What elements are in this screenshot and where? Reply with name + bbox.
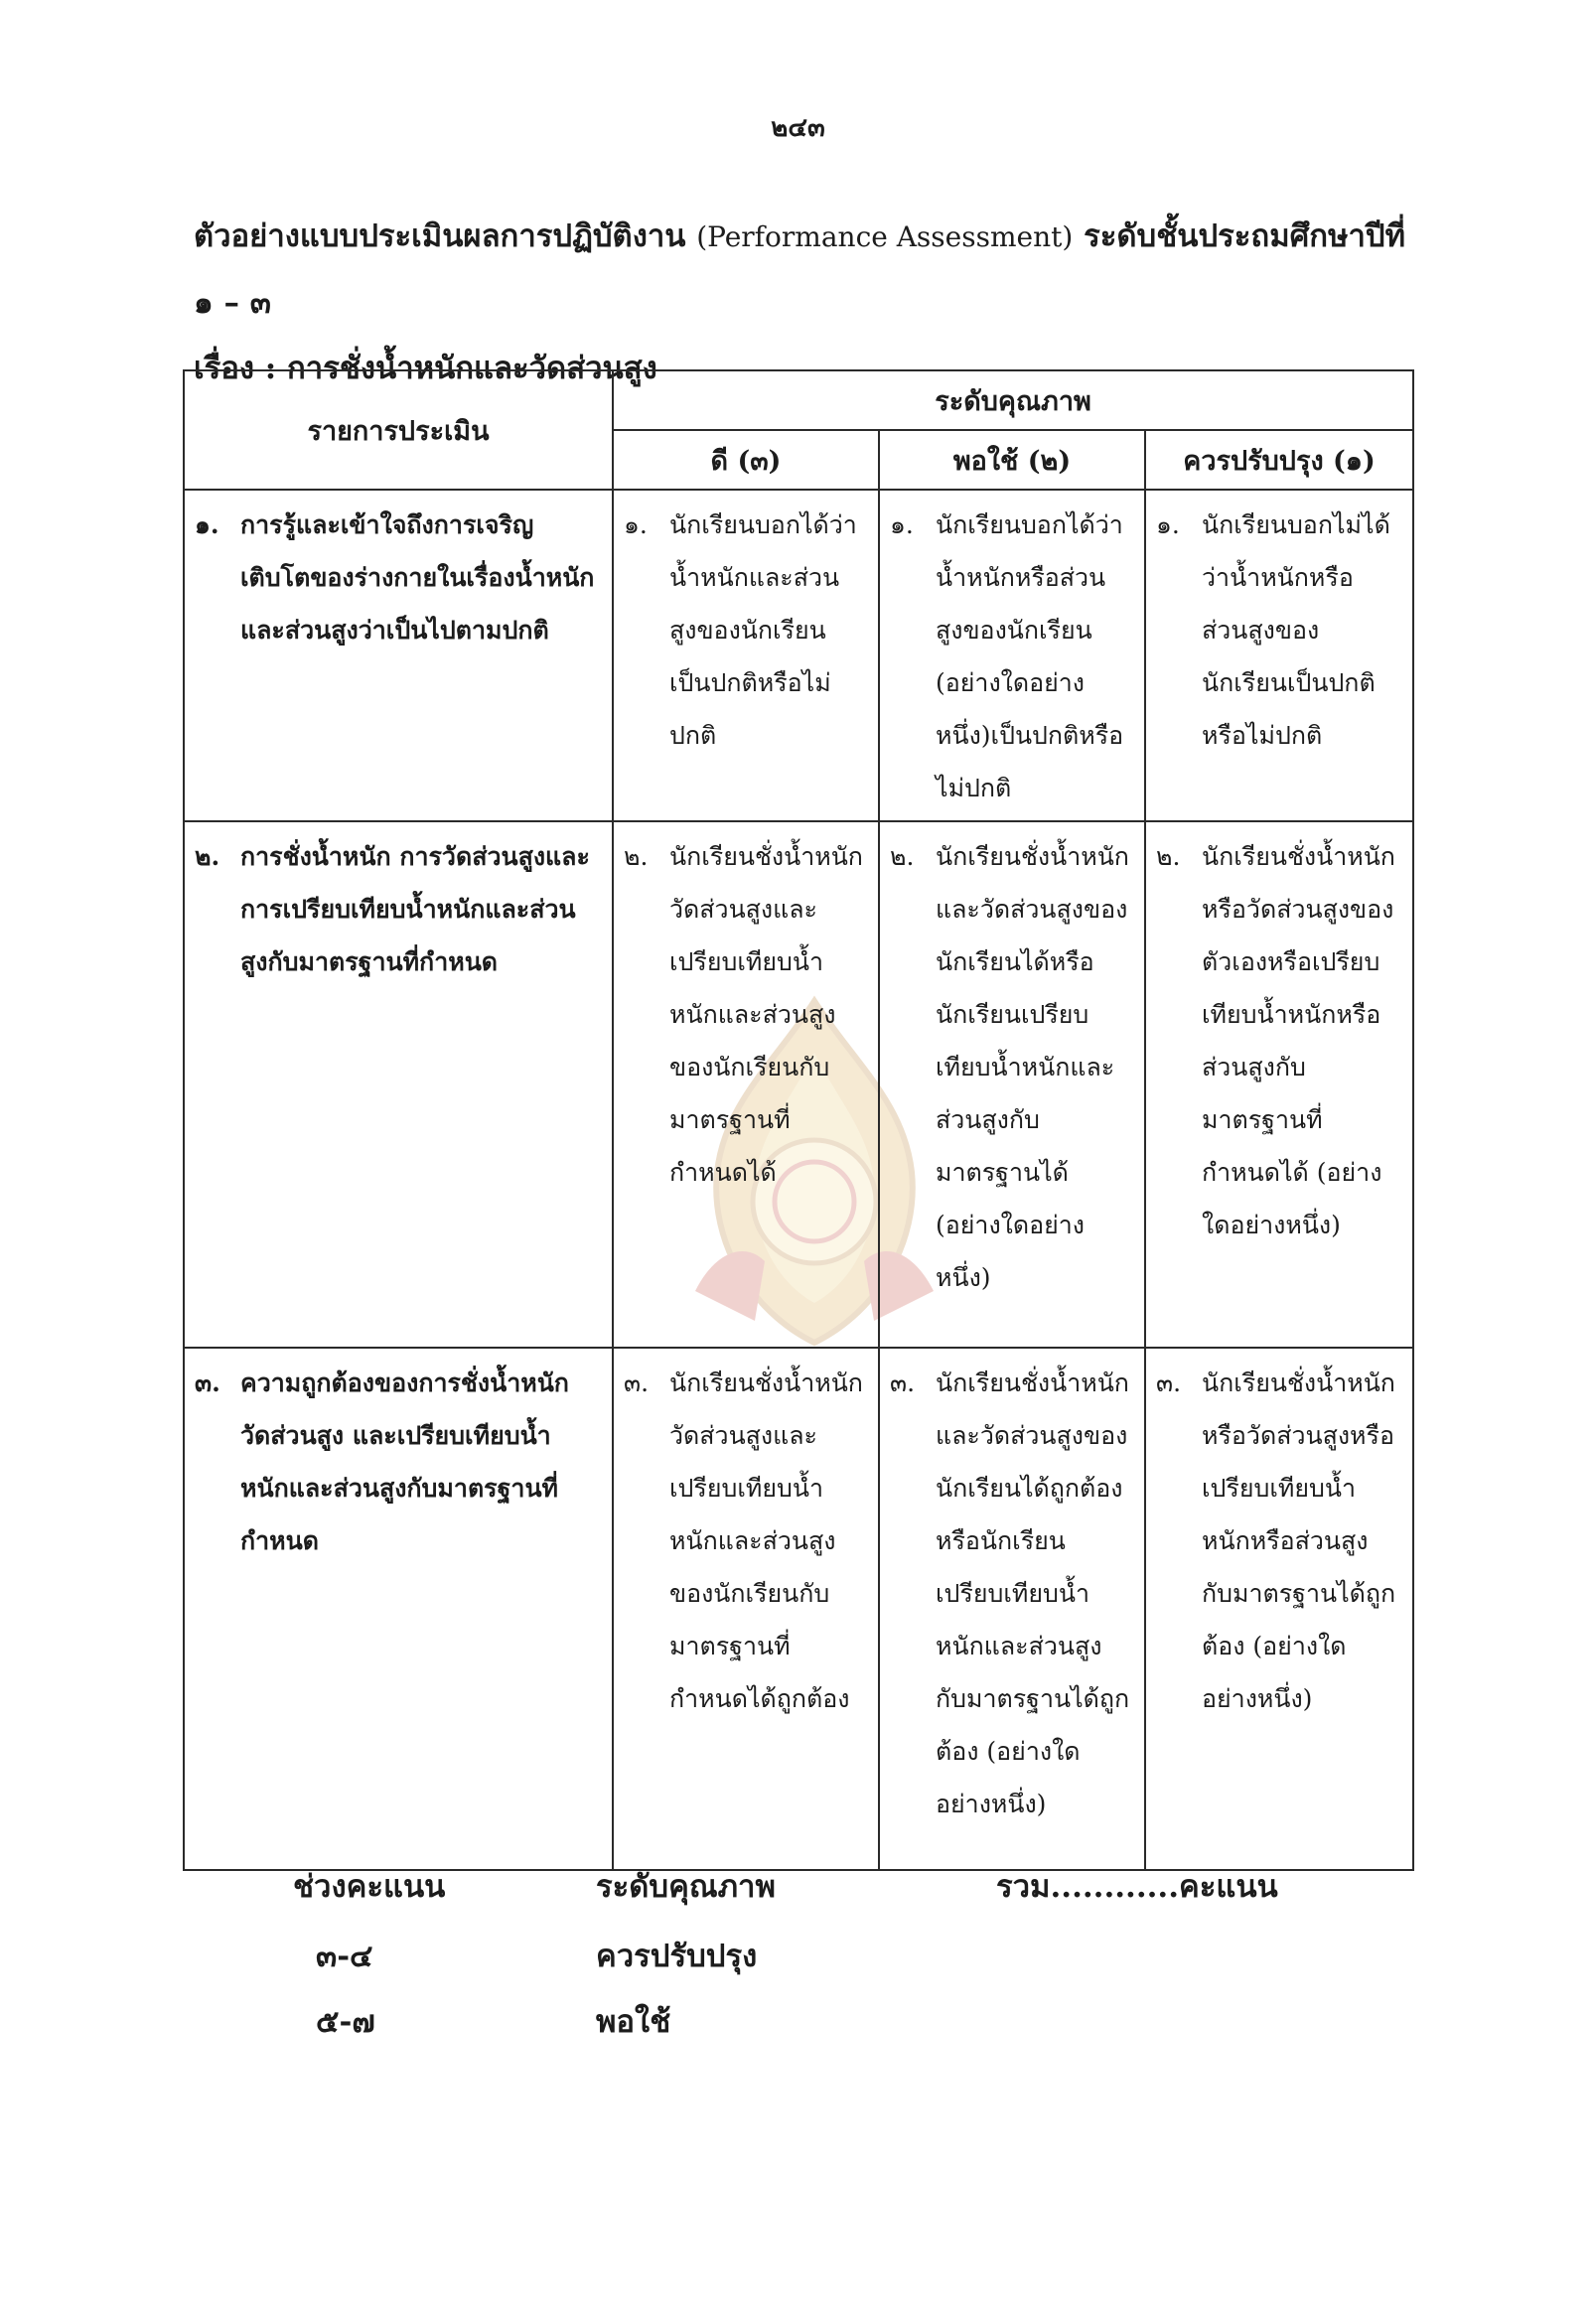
title-line-1: ตัวอย่างแบบประเมินผลการปฏิบัติงาน (Performance Assessment) ระดับชั้นประถมศึกษาปีที่ ๑ – ๓: [194, 218, 1406, 321]
page-number: ๒๔๓: [771, 113, 825, 143]
header-assessment-items: รายการประเมิน: [184, 370, 613, 490]
fair-descriptor: นักเรียนชั่งน้ำหนักและวัดส่วนสูงของนักเรียนได้ถูกต้องหรือนักเรียนเปรียบเทียบน้ำหนักและส่วนสูงกับมาตรฐานได้ถูกต้อง (อย่างใดอย่างหนึ่ง): [936, 1368, 1130, 1818]
good-descriptor: นักเรียนชั่งน้ำหนักวัดส่วนสูงและเปรียบเทียบน้ำหนักและส่วนสูงของนักเรียนกับมาตรฐานที่กำหนดได้: [669, 842, 863, 1187]
improve-descriptor: นักเรียนบอกไม่ได้ว่าน้ำหนักหรือส่วนสูงของนักเรียนเป็นปกติหรือไม่ปกติ: [1202, 510, 1390, 750]
table-row: ๓. ความถูกต้องของการชั่งน้ำหนักวัดส่วนสูง และเปรียบเทียบน้ำหนักและส่วนสูงกับมาตรฐานที่กำหนด ๓. นักเรียนชั่งน้ำหนักวัดส่วนสูงและเปรียบเทียบน้ำหนักและส่วนสูงของนักเรียนกับมาตรฐานที่กำหนดได้ถูกต้อง ๓. นักเรียนชั่งน้ำหนักและวัดส่วนสูงของนักเรียนได้ถูกต้องหรือนักเรียนเปรียบเทียบน้ำหนักและส่วนสูงกับมาตรฐานได้ถูกต้อง (อย่างใดอย่างหนึ่ง) ๓. นักเรียนชั่งน้ำหนักหรือวัดส่วนสูงหรือเปรียบเทียบน้ำหนักหรือส่วนสูงกับมาตรฐานได้ถูกต้อง (อย่างใดอย่างหนึ่ง): [184, 1348, 1413, 1870]
score-range-label: ช่วงคะแนน: [293, 1869, 446, 1905]
header-level-fair: พอใช้ (๒): [879, 430, 1145, 490]
good-descriptor: นักเรียนบอกได้ว่าน้ำหนักและส่วนสูงของนักเรียนเป็นปกติหรือไม่ปกติ: [669, 510, 857, 750]
title-line-2: เรื่อง : การชั่งน้ำหนักและวัดส่วนสูง: [194, 351, 657, 386]
criteria-item: ความถูกต้องของการชั่งน้ำหนักวัดส่วนสูง และเปรียบเทียบน้ำหนักและส่วนสูงกับมาตรฐานที่กำหนด: [240, 1368, 569, 1555]
score-range-value: ๓-๔: [316, 1939, 373, 1974]
header-level-good: ดี (๓): [613, 430, 879, 490]
criteria-item: การชั่งน้ำหนัก การวัดส่วนสูงและการเปรียบเทียบน้ำหนักและส่วนสูงกับมาตรฐานที่กำหนด: [240, 842, 590, 976]
assessment-rubric-table: [183, 369, 1414, 1871]
score-range-level: ควรปรับปรุง: [596, 1939, 758, 1974]
score-range-level: พอใช้: [596, 2004, 671, 2040]
fair-descriptor: นักเรียนชั่งน้ำหนักและวัดส่วนสูงของนักเรียนได้หรือนักเรียนเปรียบเทียบน้ำหนักและส่วนสูงกับมาตรฐานได้ (อย่างใดอย่างหนึ่ง): [936, 842, 1129, 1292]
header-level-improve: ควรปรับปรุง (๑): [1145, 430, 1413, 490]
table-row: ๒. การชั่งน้ำหนัก การวัดส่วนสูงและการเปรียบเทียบน้ำหนักและส่วนสูงกับมาตรฐานที่กำหนด ๒. นักเรียนชั่งน้ำหนักวัดส่วนสูงและเปรียบเทียบน้ำหนักและส่วนสูงของนักเรียนกับมาตรฐานที่กำหนดได้ ๒. นักเรียนชั่งน้ำหนักและวัดส่วนสูงของนักเรียนได้หรือนักเรียนเปรียบเทียบน้ำหนักและส่วนสูงกับมาตรฐานได้ (อย่างใดอย่างหนึ่ง) ๒. นักเรียนชั่งน้ำหนักหรือวัดส่วนสูงของตัวเองหรือเปรียบเทียบน้ำหนักหรือส่วนสูงกับมาตรฐานที่กำหนดได้ (อย่างใดอย่างหนึ่ง): [184, 821, 1413, 1348]
quality-level-label: ระดับคุณภาพ: [596, 1869, 776, 1905]
improve-descriptor: นักเรียนชั่งน้ำหนักหรือวัดส่วนสูงหรือเปรียบเทียบน้ำหนักหรือส่วนสูงกับมาตรฐานได้ถูกต้อง (อย่างใดอย่างหนึ่ง): [1202, 1368, 1396, 1713]
criteria-item: การรู้และเข้าใจถึงการเจริญเติบโตของร่างกายในเรื่องน้ำหนักและส่วนสูงว่าเป็นไปตามปกติ: [240, 510, 595, 645]
header-quality-level: ระดับคุณภาพ: [613, 370, 1413, 430]
good-descriptor: นักเรียนชั่งน้ำหนักวัดส่วนสูงและเปรียบเทียบน้ำหนักและส่วนสูงของนักเรียนกับมาตรฐานที่กำหนดได้ถูกต้อง: [669, 1368, 863, 1713]
fair-descriptor: นักเรียนบอกได้ว่าน้ำหนักหรือส่วนสูงของนักเรียน (อย่างใดอย่างหนึ่ง)เป็นปกติหรือไม่ปกติ: [936, 510, 1124, 802]
table-row: ๑. การรู้และเข้าใจถึงการเจริญเติบโตของร่างกายในเรื่องน้ำหนักและส่วนสูงว่าเป็นไปตามปกติ ๑. นักเรียนบอกได้ว่าน้ำหนักและส่วนสูงของนักเรียนเป็นปกติหรือไม่ปกติ ๑. นักเรียนบอกได้ว่าน้ำหนักหรือส่วนสูงของนักเรียน (อย่างใดอย่างหนึ่ง)เป็นปกติหรือไม่ปกติ ๑. นักเรียนบอกไม่ได้ว่าน้ำหนักหรือส่วนสูงของนักเรียนเป็นปกติหรือไม่ปกติ: [184, 490, 1413, 821]
total-score-label: รวม............คะแนน: [996, 1869, 1278, 1905]
score-range-value: ๕-๗: [316, 2004, 375, 2040]
improve-descriptor: นักเรียนชั่งน้ำหนักหรือวัดส่วนสูงของตัวเองหรือเปรียบเทียบน้ำหนักหรือส่วนสูงกับมาตรฐานที่กำหนดได้ (อย่างใดอย่างหนึ่ง): [1202, 842, 1395, 1239]
